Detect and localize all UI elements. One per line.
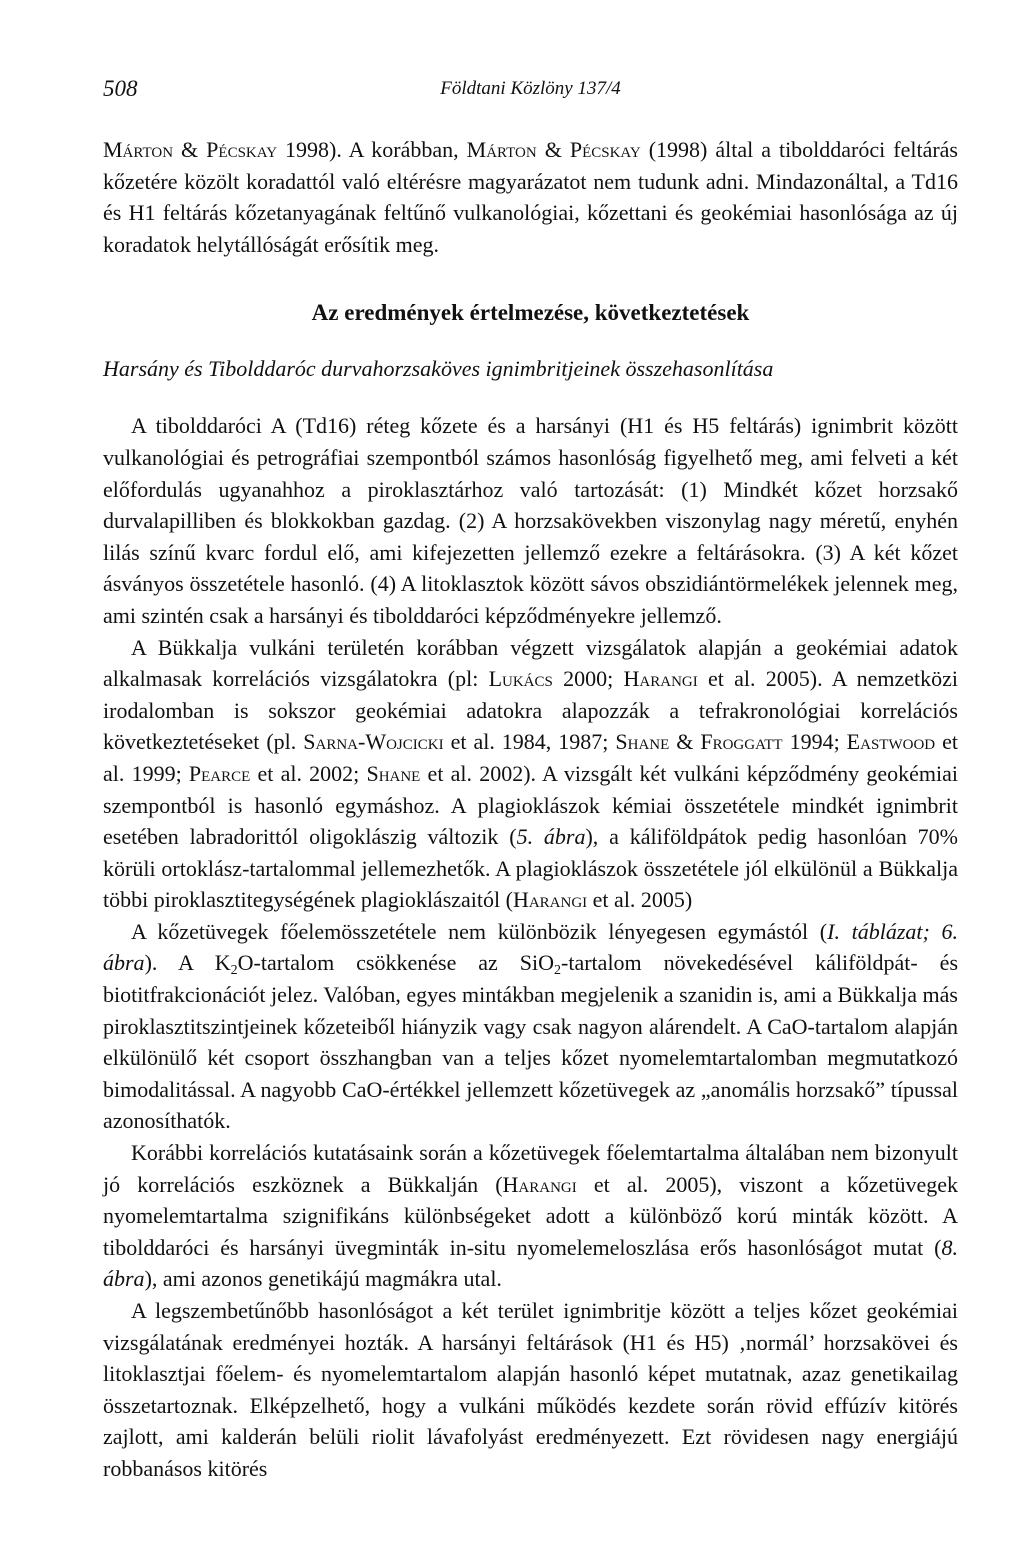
subscript: 2 <box>554 963 562 979</box>
author-citation: Márton <box>103 137 174 162</box>
author-citation: Pécskay <box>206 137 278 162</box>
author-citation: Shane <box>615 729 670 755</box>
author-citation: Froggatt <box>700 729 783 755</box>
paragraph: A kőzetüvegek főelemösszetétele nem különbözik lényegesen egymástól (I. táblázat; 6. ábra). A $K_2O$-tartalom csökkenése az SiO$_2$-tartalom növekedésével káliföldpát- és biotitfrakcionációt jelez. Valóban, egyes mintákban megjelenik a szanidin is, ami a Bükkalja más piroklasztitszintjeinek kőzeteiből hiányzik vagy csak nagyon alárendelt. A CaO-tartalom alapján elkülönülő két csoport összhangban van a teljes kőzet nyomelemtartalomban megmutatkozó bimodalitással. A nagyobb CaO-értékkel jellemzett kőzetüvegek az „anomális horzsakő” típussal azonosíthatók. <box>103 918 958 1134</box>
subsection-title: Harsány és Tibolddaróc durvahorzsaköves ignimbritjeinek összehasonlítása <box>103 356 774 382</box>
author-citation: Pearce <box>188 760 251 786</box>
author-citation: Harangi <box>512 887 588 913</box>
author-citation: Harangi <box>502 1171 577 1197</box>
subscript: 2 <box>230 963 238 979</box>
journal-title: Földtani Közlöny 137/4 <box>440 78 621 99</box>
paragraph: A Bükkalja vulkáni területén korábban végzett vizsgálatok alapján a geokémiai adatok alkalmasak korrelációs vizsgálatokra (pl: Lukács 2000; Harangi et al. 2005). A nemzetközi irodalomban is sokszor geokémiai adatokra alapozzák a tefrakronológiai korrelációs következtetéseket (pl. Sarna-Wojcicki et al. 1984, 1987; Shane & Froggatt 1994; Eastwood et al. 1999; Pearce et al. 2002; Shane et al. 2002). A vizsgált két vulkáni képződmény geokémiai szempontból is hasonló egymáshoz. A plagioklászok kémiai összetétele mindkét ignimbrit esetében labradorittól oligoklászig változik (5. ábra), a káliföldpátok pedig hasonlóan 70% körüli ortoklász-tartalommal jellemezhetők. A plagioklászok összetétele jól elkülönül a Bükkalja többi piroklasztitegységének plagioklászaitól (Harangi et al. 2005) <box>103 634 958 913</box>
section-title: Az eredmények értelmezése, következtetések <box>311 300 750 326</box>
paragraph: A legszembetűnőbb hasonlóságot a két terület ignimbritje között a teljes kőzet geokémiai vizsgálatának eredményei hozták. A harsányi feltárások (H1 és H5) ‚normál’ horzsakövei és litoklasztjai főelem- és nyomelemtartalom alapján hasonló képet mutatnak, azaz genetikailag összetartoznak. Elképzelhető, hogy a vulkáni működés kezdete során rövid effúzív kitörés zajlott, ami kalderán belüli riolit lávafolyást eredményezett. Ezt rövidesen nagy energiájú robbanásos kitörés <box>103 1298 958 1481</box>
author-citation: Márton <box>466 137 537 162</box>
author-citation: Pécskay <box>569 137 641 162</box>
page-number: 508 <box>103 76 138 101</box>
paragraph: Korábbi korrelációs kutatásaink során a kőzetüvegek főelemtartalma általában nem bizonyult jó korrelációs eszköznek a Bükkalján (Harangi et al. 2005), viszont a kőzetüvegek nyomelemtartalma szignifikáns különbségeket adott a különböző korú minták között. A tibolddaróci és harsányi üvegminták in-situ nyomelemeloszlása erős hasonlóságot mutat (8. ábra), ami azonos genetikájú magmákra utal. <box>103 1140 958 1292</box>
author-citation: Eastwood <box>846 729 936 755</box>
author-citation: Harangi <box>623 666 698 692</box>
paragraph-continuation: Márton & Pécskay 1998). A korábban, Márton & Pécskay (1998) által a tibolddaróci feltárás kőzetére közölt koradattól való eltérésre magyarázatot nem tudunk adni. Mindazonáltal, a Td16 és H1 feltárás kőzetanyagának feltűnő vulkanológiai, kőzettani és geokémiai hasonlósága az új koradatok helytállóságát erősítik meg. <box>103 137 958 257</box>
author-citation: Shane <box>366 760 421 786</box>
author-citation: Lukács <box>488 666 553 692</box>
article-body <box>103 134 958 1485</box>
running-header <box>103 76 958 106</box>
paragraph: A tibolddaróci A (Td16) réteg kőzete és a harsányi (H1 és H5 feltárás) ignimbrit között vulkanológiai és petrográfiai szempontból számos hasonlóság figyelhető meg, ami felveti a két előfordulás ugyanahhoz a piroklasztárhoz való tartozását: (1) Mindkét kőzet horzsakő durvalapilliben és blokkokban gazdag. (2) A horzsakövekben viszonylag nagy méretű, enyhén lilás színű kvarc fordul elő, ami kifejezetten jellemző ezekre a feltárásokra. (3) A két kőzet ásványos összetétele hasonló. (4) A litoklasztok között sávos obszidiántörmelékek jelennek meg, ami szintén csak a harsányi és tibolddaróci képződményekre jellemző. <box>103 413 958 628</box>
figure-reference: 8. ábra <box>103 1234 958 1292</box>
table-figure-reference: I. táblázat; 6. ábra <box>103 918 958 976</box>
author-citation: Sarna-Wojcicki <box>303 729 444 755</box>
figure-reference: 5. ábra <box>516 824 586 850</box>
